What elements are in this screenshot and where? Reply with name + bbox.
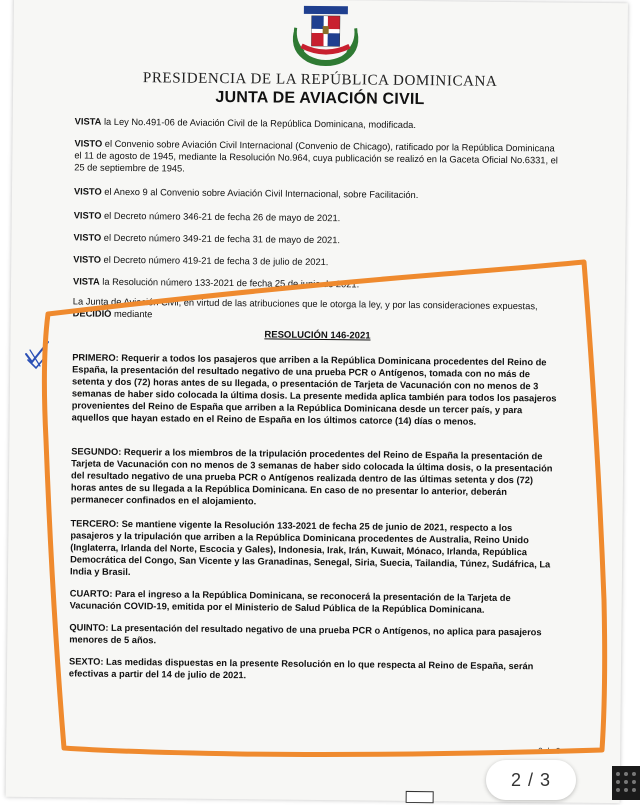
visto-lead: VISTO <box>73 186 102 197</box>
visto-text: el Decreto número 349-21 de fecha 31 de mayo de 2021. <box>101 232 341 246</box>
article-segundo: SEGUNDO: Requerir a los miembros de la tripulación procedentes del Reino de España la presentación de Tarjeta de Vacunación con no menos de 3 semanas de haber sido colocada la última dosis, o la presentación del resultado negativo de una prueba PCR o Antígenos realizada dentro de las últimas setenta y dos (72) horas antes de su llegada a la República Dominicana. En caso de no presentar lo anterior, deberán permanecer confinados en el alojamiento. <box>70 446 553 507</box>
visto-lead: VISTO <box>74 138 103 149</box>
visto-text: la Resolución número 133-2021 de fecha 25 de junio de 2021. <box>99 276 360 290</box>
article-tercero: TERCERO: Se mantiene vigente la Resolución 133-2021 de fecha 25 de junio de 2021, respecto a los pasajeros y la tripulación que arriben a la República Dominicana procedentes de Australia, Reino Unido (Inglaterra, Irlanda del Norte, Escocia y Gales), Indonesia, Irak, Irán, Kuwait, Mónaco, Irlanda, República Democrática del Congo, San Vicente y las Granadinas, Senegal, Siria, Suecia, Tailandia, Túnez, Sudáfrica, La India y Brasil. <box>69 518 551 578</box>
visto-paragraph <box>74 137 560 178</box>
visto-lead: VISTA <box>72 276 100 287</box>
page-indicator[interactable]: 2 / 3 <box>486 760 576 800</box>
document-page <box>6 0 628 803</box>
visto-text: el Anexo 9 al Convenio sobre Aviación Civil Internacional, sobre Facilitación. <box>101 186 419 201</box>
article-cuarto: CUARTO: Para el ingreso a la República Dominicana, se reconocerá la presentación de la Tarjeta de Vacunación COVID-19, emitida por el Ministerio de Salud Pública de la República Dominicana. <box>69 588 511 615</box>
visto-lead: VISTO <box>73 210 102 221</box>
visto-paragraph <box>74 185 560 202</box>
article-quinto: QUINTO: La presentación del resultado negativo de una prueba PCR o Antígenos, no aplica para pasajeros menores de 5 años. <box>69 622 542 646</box>
stamp <box>406 791 434 803</box>
article-primero: PRIMERO: Requerir a todos los pasajeros que arriben a la República Dominicana procedentes del Reino de España, la presentación del resultado negativo de una prueba PCR o Antígenos, tomada con no más de setenta y dos (72) horas antes de su llegada, o presentación de Tarjeta de Vacunación con no menos de 3 semanas de haber sido colocada la última dosis. La presente medida aplica también para todos los pasajeros provenientes del Reino de España que arriben a la República Dominicana desde un tercer país, y para aquellos que hayan estado en el Reino de España en los últimos catorce (14) días o menos. <box>71 352 557 427</box>
visto-paragraph <box>73 231 559 248</box>
handwritten-check-icon <box>22 338 52 374</box>
visto-lead: VISTO <box>73 232 102 243</box>
visto-paragraph <box>73 275 559 292</box>
visto-text: el Decreto número 419-21 de fecha 3 de julio de 2021. <box>100 254 329 268</box>
preamble-tail: mediante <box>111 308 153 320</box>
junta-heading: JUNTA DE AVIACIÓN CIVIL <box>215 88 425 109</box>
preamble-decidio: DECIDIÓ <box>72 308 112 319</box>
preamble-text: La Junta de Aviación Civil, en virtud de las atribuciones que le otorga la ley, y por las consideraciones expuestas, <box>72 296 538 312</box>
visto-paragraph <box>74 209 560 226</box>
visto-paragraph <box>75 115 561 132</box>
page-footer: 2 de 3 <box>538 746 561 756</box>
visto-paragraph <box>73 253 559 270</box>
visto-text: el Convenio sobre Aviación Civil Internacional (Convenio de Chicago), ratificado por la República Dominicana el 11 de agosto de 1945, mediante la Resolución No.964, cuya publicación se realizó en la Gaceta Oficial No.6331, el 25 de septiembre de 1945. <box>74 138 558 174</box>
preamble-paragraph <box>73 295 559 324</box>
resolution-title: RESOLUCIÓN 146-2021 <box>264 329 371 342</box>
article-sexto: SEXTO: Las medidas dispuestas en la presente Resolución en lo que respecta al Reino de España, serán efectivas a partir del 14 de julio de 2021. <box>68 656 534 681</box>
visto-text: la Ley No.491-06 de Aviación Civil de la República Dominicana, modificada. <box>101 116 416 131</box>
visto-lead: VISTO <box>73 254 102 265</box>
presidency-heading: PRESIDENCIA DE LA REPÚBLICA DOMINICANA <box>142 70 498 90</box>
visto-lead: VISTA <box>74 116 102 127</box>
more-options-icon[interactable] <box>612 766 640 800</box>
coat-of-arms-icon <box>285 2 366 69</box>
visto-text: el Decreto número 346-21 de fecha 26 de mayo de 2021. <box>101 210 341 224</box>
